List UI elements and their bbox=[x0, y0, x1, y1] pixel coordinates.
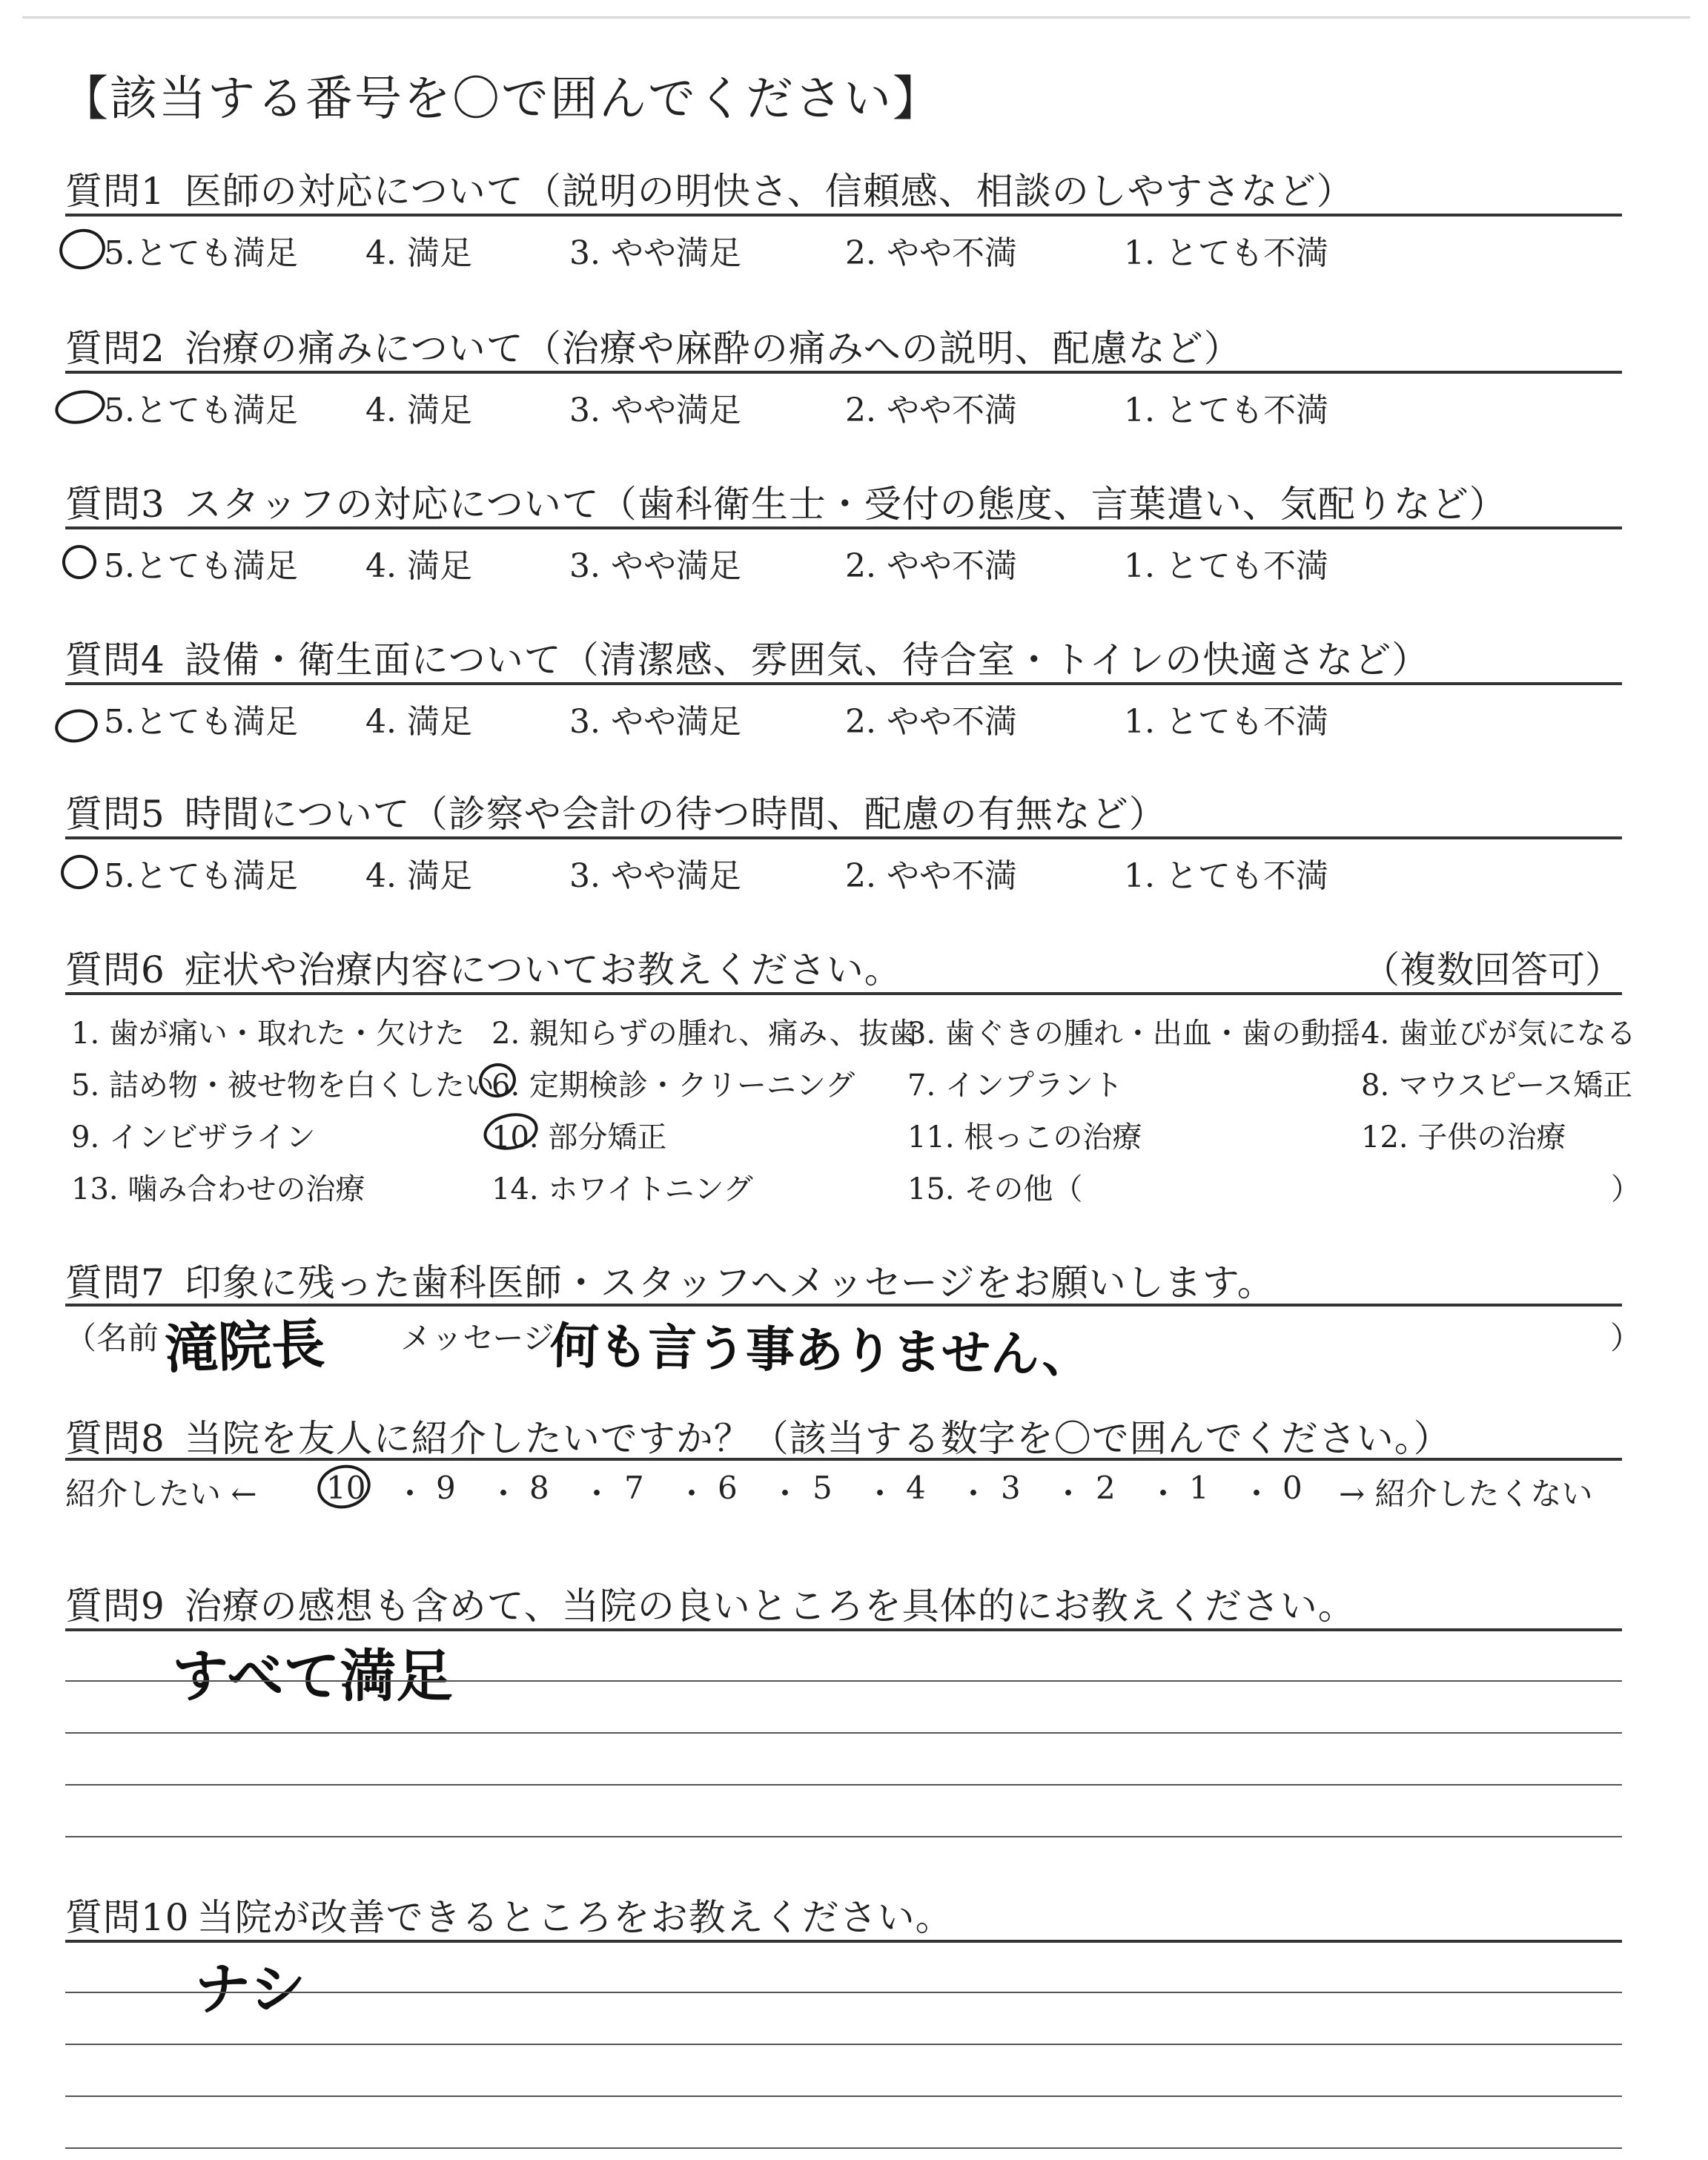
top-border bbox=[22, 16, 1690, 19]
q8-scale-dot: ・ bbox=[1053, 1476, 1085, 1512]
q6-item-15[interactable]: 15. その他（ bbox=[907, 1172, 1083, 1206]
instruction-header: 【該当する番号を〇で囲んでください】 bbox=[61, 72, 941, 127]
q4-option-2[interactable]: 2. やや不満 bbox=[845, 703, 1017, 741]
q1-option-4[interactable]: 4. 満足 bbox=[365, 234, 472, 272]
q8-scale-dot: ・ bbox=[958, 1476, 990, 1512]
q6-item-15-close-paren: ） bbox=[1611, 1172, 1641, 1206]
q10-write-line-1 bbox=[65, 1992, 1622, 1993]
q10-write-line-2 bbox=[65, 2044, 1622, 2045]
q4-title: 設備・衛生面について（清潔感、雰囲気、待合室・トイレの快適さなど） bbox=[184, 638, 1430, 681]
q5-title: 時間について（診察や会計の待つ時間、配慮の有無など） bbox=[184, 793, 1167, 836]
q3-title: スタッフの対応について（歯科衛生士・受付の態度、言葉遣い、気配りなど） bbox=[184, 483, 1507, 526]
q8-scale-dot: ・ bbox=[769, 1476, 801, 1512]
q2-selection-circle bbox=[52, 386, 108, 428]
q7-message-label: メッセージ： bbox=[400, 1320, 586, 1356]
q4-title-row bbox=[65, 630, 1429, 684]
q6-item-2[interactable]: 2. 親知らずの腫れ、痛み、抜歯 bbox=[491, 1017, 918, 1051]
q5-option-3[interactable]: 3. やや満足 bbox=[569, 857, 741, 895]
q1-option-1[interactable]: 1. とても不満 bbox=[1124, 234, 1328, 272]
q4-option-1[interactable]: 1. とても不満 bbox=[1124, 703, 1328, 741]
q1-option-2[interactable]: 2. やや不満 bbox=[845, 234, 1017, 272]
q8-scale-8[interactable]: 8 bbox=[529, 1470, 549, 1506]
q5-rule bbox=[65, 836, 1622, 839]
q10-title-row bbox=[65, 1888, 953, 1941]
q10-title: 当院が改善できるところをお教えください。 bbox=[196, 1896, 953, 1939]
q4-rule bbox=[65, 682, 1622, 685]
q5-selection-circle bbox=[58, 851, 101, 892]
q1-number: 質問1 bbox=[65, 170, 165, 213]
q8-scale-9[interactable]: 9 bbox=[436, 1470, 456, 1506]
q8-scale-10[interactable]: 10 bbox=[326, 1470, 366, 1506]
q8-scale-6[interactable]: 6 bbox=[718, 1470, 738, 1506]
q4-options bbox=[65, 695, 1622, 739]
q6-item-14[interactable]: 14. ホワイトニング bbox=[491, 1172, 753, 1206]
q2-option-3[interactable]: 3. やや満足 bbox=[569, 392, 741, 429]
q6-number: 質問6 bbox=[65, 948, 165, 991]
q2-option-4[interactable]: 4. 満足 bbox=[365, 392, 472, 429]
q2-option-2[interactable]: 2. やや不満 bbox=[845, 392, 1017, 429]
q6-item-12[interactable]: 12. 子供の治療 bbox=[1361, 1120, 1566, 1155]
q8-scale-dot: ・ bbox=[1148, 1476, 1179, 1512]
q7-message-handwritten[interactable]: 何も言う事ありません、 bbox=[549, 1317, 1092, 1384]
q4-option-4[interactable]: 4. 満足 bbox=[365, 703, 472, 741]
q4-option-5[interactable]: 5.とても満足 bbox=[104, 703, 298, 741]
q6-item-4[interactable]: 4. 歯並びが気になる bbox=[1361, 1017, 1636, 1051]
q5-option-1[interactable]: 1. とても不満 bbox=[1124, 857, 1328, 895]
q6-item-7[interactable]: 7. インプラント bbox=[907, 1069, 1123, 1103]
q8-right-label: → 紹介したくない bbox=[1339, 1476, 1593, 1512]
q8-scale-dot: ・ bbox=[864, 1476, 896, 1512]
q8-scale-dot: ・ bbox=[581, 1476, 613, 1512]
q2-rule bbox=[65, 371, 1622, 374]
q6-item-1[interactable]: 1. 歯が痛い・取れた・欠けた bbox=[71, 1017, 465, 1051]
q5-title-row bbox=[65, 785, 1167, 838]
q3-option-2[interactable]: 2. やや不満 bbox=[845, 547, 1017, 585]
q8-scale-4[interactable]: 4 bbox=[906, 1470, 926, 1506]
q5-number: 質問5 bbox=[65, 793, 165, 836]
q7-number: 質問7 bbox=[65, 1261, 165, 1304]
q7-name-label: （名前 bbox=[65, 1320, 159, 1356]
q3-number: 質問3 bbox=[65, 483, 165, 526]
q8-number: 質問8 bbox=[65, 1417, 165, 1460]
q4-number: 質問4 bbox=[65, 638, 165, 681]
q6-multiple-answers-note: （複数回答可） bbox=[1363, 948, 1622, 991]
q6-item-6[interactable]: 6. 定期検診・クリーニング bbox=[491, 1069, 855, 1103]
q10-write-line-4 bbox=[65, 2147, 1622, 2149]
q3-option-1[interactable]: 1. とても不満 bbox=[1124, 547, 1328, 585]
q8-scale-dot: ・ bbox=[394, 1476, 426, 1512]
q8-scale bbox=[65, 1470, 1622, 1514]
q9-title-row bbox=[65, 1576, 1356, 1630]
q6-item-5[interactable]: 5. 詰め物・被せ物を白くしたい bbox=[71, 1069, 494, 1103]
q6-item-11[interactable]: 11. 根っこの治療 bbox=[907, 1120, 1142, 1155]
q10-number: 質問10 bbox=[65, 1896, 190, 1939]
q3-selection-circle bbox=[59, 542, 100, 583]
q8-title-row bbox=[65, 1409, 1452, 1462]
q8-scale-0[interactable]: 0 bbox=[1282, 1470, 1302, 1506]
q2-title: 治療の痛みについて（治療や麻酔の痛みへの説明、配慮など） bbox=[184, 327, 1242, 370]
q5-options bbox=[65, 849, 1622, 894]
q6-rule bbox=[65, 992, 1622, 995]
q7-close-paren: ） bbox=[1610, 1320, 1642, 1356]
q3-option-4[interactable]: 4. 満足 bbox=[365, 547, 472, 585]
q9-write-line-1 bbox=[65, 1680, 1622, 1682]
q3-options bbox=[65, 539, 1622, 584]
q2-number: 質問2 bbox=[65, 327, 165, 370]
q1-title-row bbox=[65, 162, 1354, 215]
q6-item-8[interactable]: 8. マウスピース矯正 bbox=[1361, 1069, 1633, 1103]
q8-title: 当院を友人に紹介したいですか？（該当する数字を〇で囲んでください。） bbox=[184, 1417, 1452, 1460]
q6-item-13[interactable]: 13. 噛み合わせの治療 bbox=[71, 1172, 365, 1206]
q8-scale-dot: ・ bbox=[1241, 1476, 1273, 1512]
q8-scale-1[interactable]: 1 bbox=[1189, 1470, 1209, 1506]
q3-option-3[interactable]: 3. やや満足 bbox=[569, 547, 741, 585]
q1-option-3[interactable]: 3. やや満足 bbox=[569, 234, 741, 272]
q1-rule bbox=[65, 214, 1622, 217]
q7-title-row bbox=[65, 1253, 1275, 1307]
q8-scale-5[interactable]: 5 bbox=[812, 1470, 833, 1506]
q6-title: 症状や治療内容についてお教えください。 bbox=[184, 948, 902, 991]
q8-scale-2[interactable]: 2 bbox=[1096, 1470, 1116, 1506]
q6-options-grid bbox=[65, 1010, 1641, 1225]
q8-scale-7[interactable]: 7 bbox=[624, 1470, 644, 1506]
q9-write-line-3 bbox=[65, 1784, 1622, 1786]
q1-option-5[interactable]: 5.とても満足 bbox=[104, 234, 298, 272]
q9-title: 治療の感想も含めて、当院の良いところを具体的にお教えください。 bbox=[184, 1585, 1356, 1628]
q1-options bbox=[65, 226, 1622, 271]
q3-option-5[interactable]: 5.とても満足 bbox=[104, 547, 298, 585]
q10-write-line-3 bbox=[65, 2095, 1622, 2097]
q8-scale-dot: ・ bbox=[676, 1476, 708, 1512]
q3-rule bbox=[65, 526, 1622, 529]
q5-option-2[interactable]: 2. やや不満 bbox=[845, 857, 1017, 895]
q3-title-row bbox=[65, 475, 1507, 528]
q6-item-9[interactable]: 9. インビザライン bbox=[71, 1120, 316, 1155]
q6-title-row bbox=[65, 940, 902, 994]
q8-scale-dot: ・ bbox=[488, 1476, 520, 1512]
q9-number: 質問9 bbox=[65, 1585, 165, 1628]
q7-title: 印象に残った歯科医師・スタッフへメッセージをお願いします。 bbox=[184, 1261, 1275, 1304]
q10-rule bbox=[65, 1940, 1622, 1943]
q8-rule bbox=[65, 1458, 1622, 1461]
q5-option-4[interactable]: 4. 満足 bbox=[365, 857, 472, 895]
q6-item-10[interactable]: 10. 部分矯正 bbox=[491, 1120, 667, 1155]
q1-selection-circle bbox=[56, 225, 109, 274]
q9-write-line-4 bbox=[65, 1836, 1622, 1837]
q1-title: 医師の対応について（説明の明快さ、信頼感、相談のしやすさなど） bbox=[184, 170, 1354, 213]
q2-option-1[interactable]: 1. とても不満 bbox=[1124, 392, 1328, 429]
q2-options bbox=[65, 383, 1622, 428]
q9-write-line-2 bbox=[65, 1732, 1622, 1734]
q4-option-3[interactable]: 3. やや満足 bbox=[569, 703, 741, 741]
q2-title-row bbox=[65, 319, 1242, 372]
q2-option-5[interactable]: 5.とても満足 bbox=[104, 392, 298, 429]
q5-option-5[interactable]: 5.とても満足 bbox=[104, 857, 298, 895]
q10-handwritten-answer[interactable]: ナシ bbox=[194, 1956, 306, 2022]
q9-handwritten-answer[interactable]: すべて満足 bbox=[172, 1643, 453, 1709]
q7-name-handwritten[interactable]: 滝院長 bbox=[163, 1312, 326, 1381]
q6-item-3[interactable]: 3. 歯ぐきの腫れ・出血・歯の動揺 bbox=[907, 1017, 1360, 1051]
q4-selection-circle bbox=[52, 705, 101, 746]
q8-left-label: 紹介したい ← bbox=[65, 1476, 257, 1512]
q8-scale-3[interactable]: 3 bbox=[1001, 1470, 1021, 1506]
